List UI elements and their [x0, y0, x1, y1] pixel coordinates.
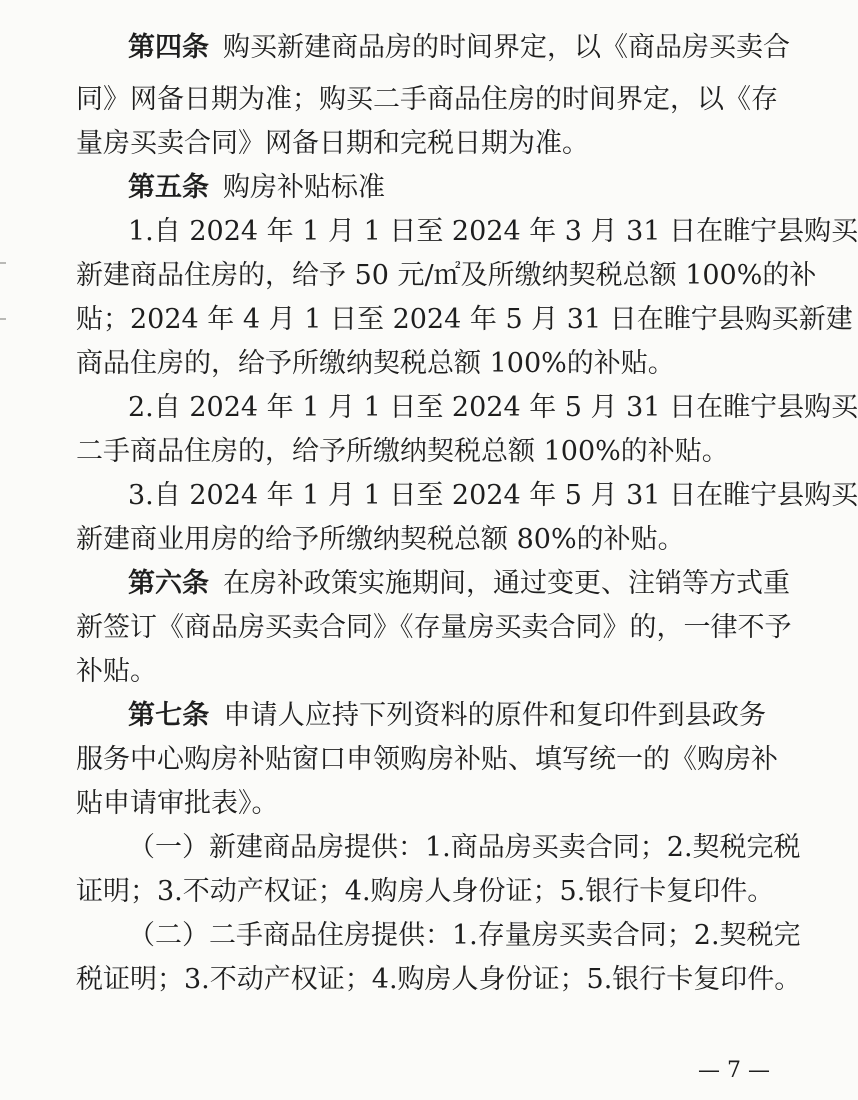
- subsidy-item-1-line-1: 1.自 2024 年 1 月 1 日至 2024 年 3 月 31 日在睢宁县购买: [128, 216, 858, 247]
- article-4-line-3: 量房买卖合同》网备日期和完税日期为准。: [76, 128, 589, 159]
- article-6-heading: 第六条: [128, 568, 209, 599]
- scan-mark: [0, 262, 6, 264]
- materials-new-line-1: （一）新建商品房提供：1.商品房买卖合同；2.契税完税: [128, 832, 801, 863]
- materials-secondhand-line-1: （二）二手商品住房提供：1.存量房买卖合同；2.契税完: [128, 920, 801, 951]
- page-number: — 7 —: [698, 1058, 770, 1083]
- article-5-line-1: 第五条 购房补贴标准: [128, 172, 385, 203]
- article-4-line-1: 第四条 购买新建商品房的时间界定，以《商品房买卖合: [128, 32, 790, 63]
- scan-mark: [0, 318, 6, 320]
- subsidy-item-1-line-2: 新建商品住房的，给予 50 元/㎡及所缴纳契税总额 100%的补: [76, 260, 817, 291]
- article-6-line-1: 第六条 在房补政策实施期间，通过变更、注销等方式重: [128, 568, 790, 599]
- article-4-line-2: 同》网备日期为准；购买二手商品住房的时间界定，以《存: [76, 84, 778, 115]
- article-7-line-3: 贴申请审批表》。: [76, 788, 279, 819]
- subsidy-item-3-line-1: 3.自 2024 年 1 月 1 日至 2024 年 5 月 31 日在睢宁县购买: [128, 480, 858, 511]
- article-5-heading: 第五条: [128, 172, 209, 203]
- article-7-line-2: 服务中心购房补贴窗口申领购房补贴、填写统一的《购房补: [76, 744, 778, 775]
- article-4-heading: 第四条: [128, 32, 209, 63]
- subsidy-item-3-line-2: 新建商业用房的给予所缴纳契税总额 80%的补贴。: [76, 524, 685, 555]
- article-6-line-3: 补贴。: [76, 656, 157, 687]
- subsidy-item-2-line-2: 二手商品住房的，给予所缴纳契税总额 100%的补贴。: [76, 436, 729, 467]
- article-6-line-2: 新签订《商品房买卖合同》《存量房买卖合同》的，一律不予: [76, 612, 792, 643]
- article-7-line-1: 第七条 申请人应持下列资料的原件和复印件到县政务: [128, 700, 767, 731]
- article-7-heading: 第七条: [128, 700, 210, 731]
- materials-new-line-2: 证明；3.不动产权证；4.购房人身份证；5.银行卡复印件。: [76, 876, 775, 907]
- subsidy-item-1-line-3: 贴；2024 年 4 月 1 日至 2024 年 5 月 31 日在睢宁县购买新建: [76, 304, 853, 335]
- subsidy-item-1-line-4: 商品住房的，给予所缴纳契税总额 100%的补贴。: [76, 348, 675, 379]
- subsidy-item-2-line-1: 2.自 2024 年 1 月 1 日至 2024 年 5 月 31 日在睢宁县购买: [128, 392, 858, 423]
- materials-secondhand-line-2: 税证明；3.不动产权证；4.购房人身份证；5.银行卡复印件。: [76, 964, 802, 995]
